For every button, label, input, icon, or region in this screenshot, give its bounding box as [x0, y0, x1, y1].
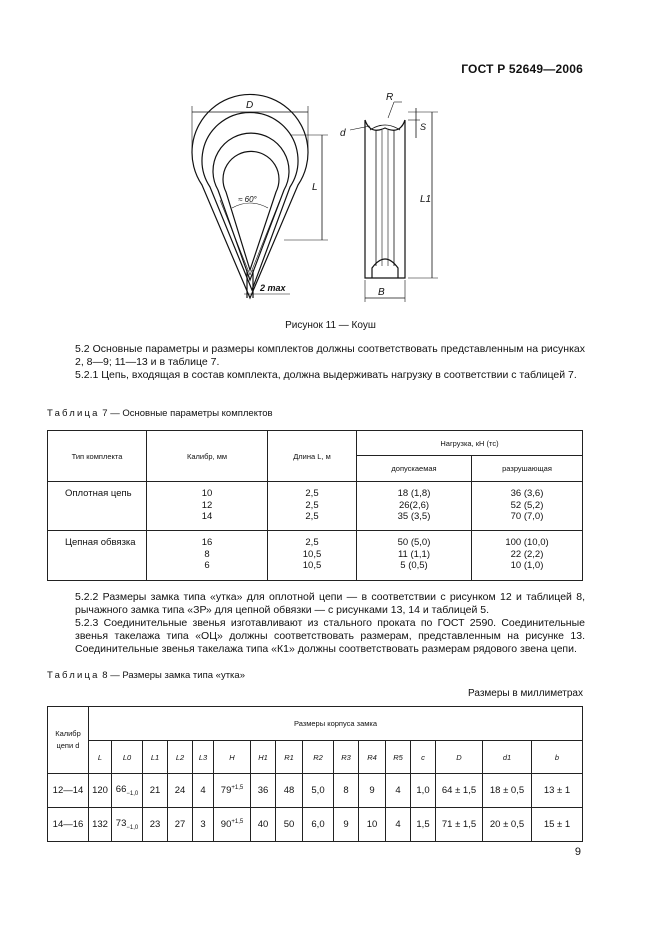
t8-cell: 50 [276, 808, 303, 842]
label-d: d [340, 128, 346, 139]
t8-col-R3: R3 [334, 741, 359, 774]
t8-cell: 15 ± 1 [532, 808, 583, 842]
t7-row2-breaking: 100 (10,0) 22 (2,2) 10 (1,0) [472, 531, 583, 581]
t8-cell: $66_{-1,0}$ [112, 774, 143, 808]
table-row [48, 774, 583, 808]
table8-label: Таблица [47, 670, 100, 681]
t8-col-R5: R5 [386, 741, 411, 774]
t7-header-allowed: допускаемая [357, 456, 472, 482]
label-D: D [246, 100, 254, 111]
t8-col-L3: L3 [193, 741, 214, 774]
t8-header-caliber: Калибр цепи d [48, 707, 89, 774]
t8-cell: 10 [359, 808, 386, 842]
t7-header-caliber: Калибр, мм [147, 431, 268, 482]
t8-cell: $90^{+1,5}$ [214, 808, 251, 842]
figure-caption: Рисунок 11 — Коуш [285, 320, 376, 331]
table-8 [47, 706, 583, 842]
table-row [48, 531, 583, 581]
t8-cell: $73_{-1,0}$ [112, 808, 143, 842]
t8-col-c: c [411, 741, 436, 774]
t8-cell: 5,0 [303, 774, 334, 808]
t8-cell: 23 [143, 808, 168, 842]
label-L: L [312, 182, 318, 193]
t8-cell: 8 [334, 774, 359, 808]
table8-units: Размеры в миллиметрах [468, 688, 583, 699]
t7-header-breaking: разрушающая [472, 456, 583, 482]
t8-cell: 120 [89, 774, 112, 808]
paragraph-5-2-1: 5.2.1 Цепь, входящая в состав комплекта, должна выдерживать нагрузку в соответствии с таблицей 7. [75, 369, 577, 381]
t8-col-R4: R4 [359, 741, 386, 774]
t8-cell: 71 ± 1,5 [436, 808, 483, 842]
t8-cell: 48 [276, 774, 303, 808]
table7-caption [47, 408, 273, 419]
table7-title: 7 — Основные параметры комплектов [99, 408, 273, 419]
t7-header-type: Тип комплекта [48, 431, 147, 482]
koush-side-view [365, 120, 405, 278]
t8-cell: 40 [251, 808, 276, 842]
figure-koush-drawing [180, 90, 450, 305]
t8-cell: $79^{+1,5}$ [214, 774, 251, 808]
t8-cell: 18 ± 0,5 [483, 774, 532, 808]
t8-cell: 36 [251, 774, 276, 808]
t7-row2-type: Цепная обвязка [48, 531, 147, 581]
t8-cell: 13 ± 1 [532, 774, 583, 808]
t8-cell: 12—14 [48, 774, 89, 808]
page-number: 9 [574, 846, 581, 858]
paragraph-5-2-3: 5.2.3 Соединительные звенья изготавливают из стального проката по ГОСТ 2590. Соединительные звенья такелажа типа «ОЦ» должны соответствовать размерам, представленным на рисунке 13. Соединительные звенья такелажа типа «К1» должны соответствовать размерам рядового звена цепи. [75, 617, 585, 655]
t8-cell: 4 [193, 774, 214, 808]
t7-row2-allowed: 50 (5,0) 11 (1,1) 5 (0,5) [357, 531, 472, 581]
t8-cell: 4 [386, 774, 411, 808]
t8-cell: 20 ± 0,5 [483, 808, 532, 842]
label-L1: L1 [420, 194, 432, 205]
label-B: B [378, 287, 385, 298]
t8-col-L1: L1 [143, 741, 168, 774]
label-angle: ≈ 60° [238, 195, 257, 204]
t7-row2-length: 2,5 10,5 10,5 [268, 531, 357, 581]
t8-cell: 132 [89, 808, 112, 842]
t8-cell: 3 [193, 808, 214, 842]
t8-cell: 21 [143, 774, 168, 808]
t8-col-L0: L0 [112, 741, 143, 774]
table8-title: 8 — Размеры замка типа «утка» [99, 670, 245, 681]
label-2max: 2 max [260, 283, 286, 293]
t8-col-L: L [89, 741, 112, 774]
table7-label: Таблица [47, 408, 100, 419]
t8-cell: 27 [168, 808, 193, 842]
t7-row2-caliber: 16 8 6 [147, 531, 268, 581]
table-row [48, 808, 583, 842]
t7-row1-length: 2,5 2,5 2,5 [268, 482, 357, 531]
paragraph-5-2-2: 5.2.2 Размеры замка типа «утка» для оплотной цепи — в соответствии с рисунком 12 и таблицей 8, рычажного замка типа «ЗР» для цепной обвязки — с рисунками 13, 14 и таблицей 5. [75, 591, 585, 616]
t8-cell: 14—16 [48, 808, 89, 842]
t8-cell: 9 [334, 808, 359, 842]
t7-header-load: Нагрузка, кН (тс) [357, 431, 583, 456]
t8-header-body: Размеры корпуса замка [89, 707, 583, 741]
t8-cell: 9 [359, 774, 386, 808]
t8-cell: 6,0 [303, 808, 334, 842]
table-7 [47, 430, 583, 581]
t8-col-b: b [532, 741, 583, 774]
t8-cell: 1,5 [411, 808, 436, 842]
t8-col-d1: d1 [483, 741, 532, 774]
t8-col-H1: H1 [251, 741, 276, 774]
t7-row1-type: Оплотная цепь [48, 482, 147, 531]
table-row [48, 482, 583, 531]
t8-cell: 64 ± 1,5 [436, 774, 483, 808]
t7-row1-breaking: 36 (3,6) 52 (5,2) 70 (7,0) [472, 482, 583, 531]
t8-cell: 4 [386, 808, 411, 842]
t8-col-H: H [214, 741, 251, 774]
t7-row1-allowed: 18 (1,8) 26(2,6) 35 (3,5) [357, 482, 472, 531]
t7-row1-caliber: 10 12 14 [147, 482, 268, 531]
t8-cell: 1,0 [411, 774, 436, 808]
t8-col-L2: L2 [168, 741, 193, 774]
t8-col-R1: R1 [276, 741, 303, 774]
t7-header-length: Длина L, м [268, 431, 357, 482]
label-R: R [386, 92, 394, 103]
paragraph-5-2: 5.2 Основные параметры и размеры комплектов должны соответствовать представленным на рисунках 2, 8—9; 11—13 и в таблице 7. [75, 343, 585, 368]
t8-col-D: D [436, 741, 483, 774]
document-header: ГОСТ Р 52649—2006 [461, 62, 583, 76]
table8-caption [47, 670, 245, 681]
t8-col-R2: R2 [303, 741, 334, 774]
t8-cell: 24 [168, 774, 193, 808]
label-S: S [420, 122, 427, 132]
